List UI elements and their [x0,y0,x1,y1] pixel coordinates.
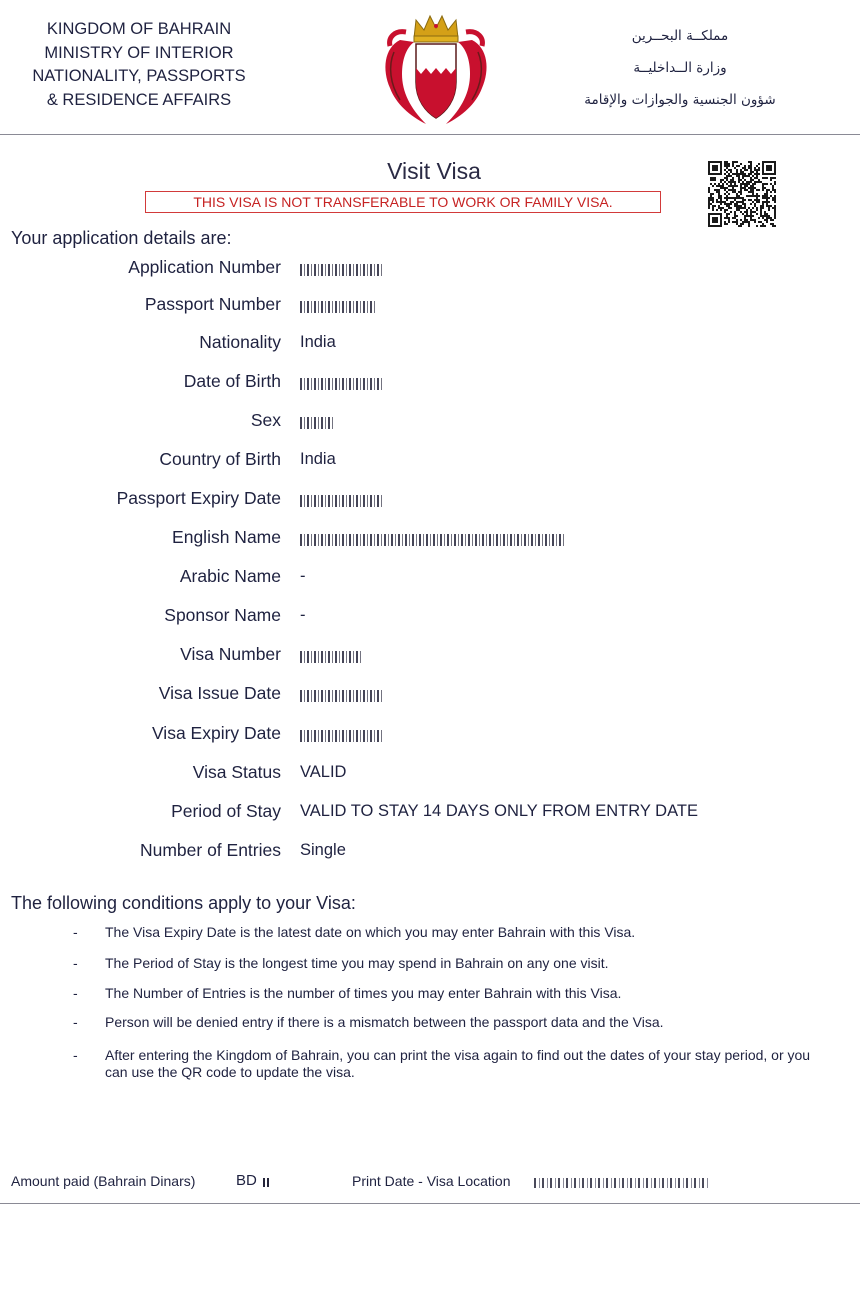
header-ar-line: مملكــة البحــرين [631,28,729,44]
header-en-line: NATIONALITY, PASSPORTS [32,67,246,85]
detail-value: Single [300,841,346,859]
condition-text: After entering the Kingdom of Bahrain, you can print the visa again to find out the dates of your stay period, or you can use the QR code to update the visa. [105,1047,811,1080]
detail-label: Date of Birth [183,371,281,391]
detail-row [0,332,860,358]
redacted-value [300,651,362,663]
detail-value: India [300,450,336,468]
bullet-dash: - [73,985,78,1001]
detail-label: Arabic Name [179,566,281,586]
detail-label: Number of Entries [139,840,281,860]
bahrain-coat-of-arms-icon [380,8,492,128]
detail-value: - [300,606,306,624]
amount-currency: BD [236,1172,257,1189]
detail-row [0,683,860,709]
detail-label: Nationality [199,332,281,352]
condition-text: The Period of Stay is the longest time you may spend in Bahrain on any one visit. [105,955,609,971]
detail-label: English Name [172,527,281,547]
detail-label: Passport Number [144,294,281,314]
redacted-value [300,264,384,276]
detail-value: India [300,333,336,351]
condition-text: Person will be denied entry if there is a mismatch between the passport data and the Visa. [105,1014,664,1030]
detail-label: Country of Birth [159,449,281,469]
detail-label: Visa Issue Date [158,683,281,703]
redacted-value [300,378,382,390]
detail-row [0,644,860,670]
redacted-amount [263,1178,271,1187]
detail-value: VALID TO STAY 14 DAYS ONLY FROM ENTRY DATE [300,802,698,820]
document-footer [0,1172,860,1194]
header-en-line: KINGDOM OF BAHRAIN [46,20,232,38]
detail-label: Visa Expiry Date [151,723,281,743]
warning-banner: THIS VISA IS NOT TRANSFERABLE TO WORK OR FAMILY VISA. [145,191,661,213]
redacted-value [300,730,382,742]
detail-label: Passport Expiry Date [116,488,281,508]
print-date-label: Print Date - Visa Location [352,1173,511,1189]
detail-row [0,605,860,631]
footer-divider [0,1203,860,1204]
page-title: Visit Visa [387,158,481,184]
detail-row [0,488,860,514]
header-divider [0,134,860,135]
detail-label: Sex [250,410,281,430]
redacted-value [300,690,384,702]
detail-row [0,801,860,827]
header-english-block [14,18,264,112]
details-intro: Your application details are: [11,228,232,248]
redacted-print-date [534,1178,708,1188]
detail-label: Application Number [128,257,281,277]
detail-row [0,410,860,436]
bullet-dash: - [73,1047,78,1063]
conditions-title: The following conditions apply to your Visa: [11,893,356,913]
qr-code-icon[interactable] [708,161,776,227]
detail-row [0,294,860,320]
detail-row [0,566,860,592]
detail-label: Visa Status [192,762,281,782]
detail-row [0,527,860,553]
detail-label: Period of Stay [171,801,281,821]
document-header [0,0,860,135]
redacted-value [300,495,382,507]
redacted-value [300,301,376,313]
redacted-value [300,417,334,429]
header-ar-line: شؤون الجنسية والجوازات والإقامة [584,92,776,108]
detail-row [0,449,860,475]
detail-value: VALID [300,763,347,781]
header-arabic-block [560,20,800,116]
amount-paid-label: Amount paid (Bahrain Dinars) [11,1173,196,1189]
detail-label: Visa Number [180,644,281,664]
detail-row [0,762,860,788]
detail-row [0,723,860,749]
detail-row [0,257,860,283]
header-en-line: & RESIDENCE AFFAIRS [46,90,232,109]
header-ar-line: وزارة الــداخليــة [633,60,727,76]
condition-text: The Number of Entries is the number of times you may enter Bahrain with this Visa. [105,985,622,1001]
detail-value: - [300,567,306,585]
condition-text: The Visa Expiry Date is the latest date on which you may enter Bahrain with this Visa. [105,924,636,940]
detail-row [0,371,860,397]
redacted-value [300,534,566,546]
detail-row [0,840,860,866]
bullet-dash: - [73,955,78,971]
header-en-line: MINISTRY OF INTERIOR [44,43,234,62]
detail-label: Sponsor Name [164,605,281,625]
bullet-dash: - [73,924,78,940]
bullet-dash: - [73,1014,78,1030]
